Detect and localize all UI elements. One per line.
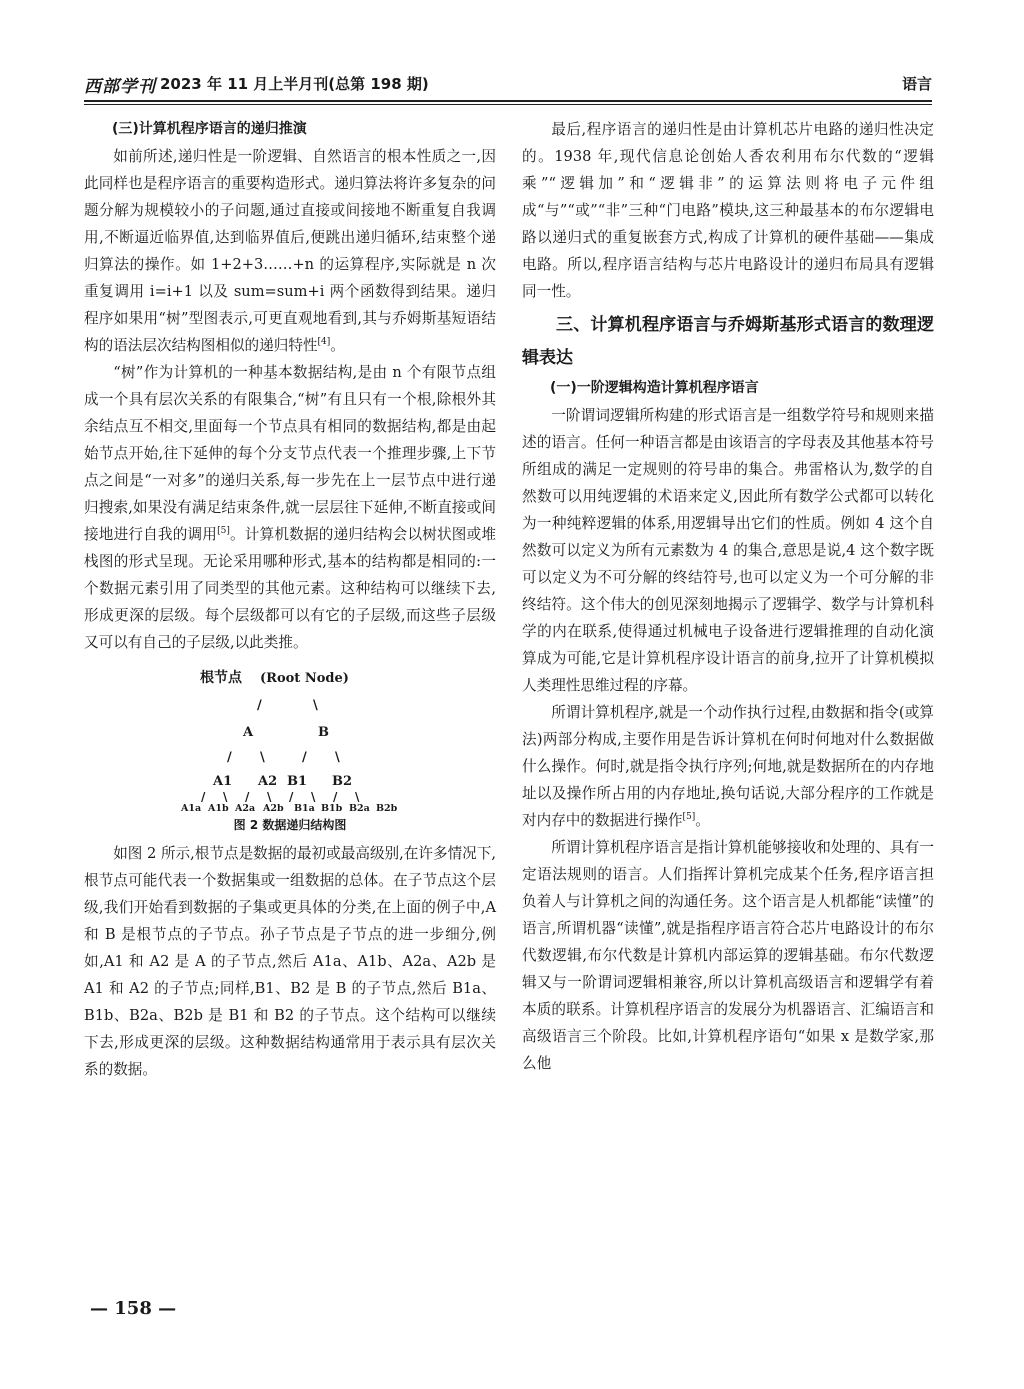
subsection-heading: (一)一阶逻辑构造计算机程序语言 <box>550 380 759 396</box>
leaf-row <box>84 798 496 816</box>
tree-node-a2a: A2a <box>235 803 256 814</box>
paragraph: “树”作为计算机的一种基本数据结构,是由 n 个有限节点组成一个具有层次关系的有限集合,“树”有且只有一个根,除根外其余结点互不相交,里面每一个节点具有相同的数据结构,都是由起始节点开始,往下延伸的每个分支节点代表一个推理步骤,上下节点之间是“一对多”的递归关系,每一步先在上一层节点中进行递归搜索,如果没有满足结束条件,就一层层往下延伸,不断直接或间接地进行自我的调用[5]。计算机数据的递归结构会以树状图或堆栈图的形式呈现。无论采用哪种形式,基本的结构都是相同的:一个数据元素引用了同类型的其他元素。这种结构可以继续下去,形成更深的层级。每个层级都可以有它的子层级,而这些子层级又可以有自己的子层级,以此类推。 <box>84 364 496 651</box>
figure-data-tree <box>84 662 496 838</box>
edge-label: \ <box>355 790 360 804</box>
tree-node-a: A <box>243 725 254 740</box>
paragraph: 一阶谓词逻辑所构建的形式语言是一组数学符号和规则来描述的语言。任何一种语言都是由该语言的字母表及其他基本符号所组成的满足一定规则的符号串的集合。弗雷格认为,数学的自然数可以用纯逻辑的术语来定义,因此所有数学公式都可以转化为一种纯粹逻辑的体系,用逻辑导出它们的性质。例如 4 这个自然数可以定义为所有元素数为 4 的集合,意思是说,4 这个数字既可以定义为不可分解的终结符号,也可以定义为一个可分解的非终结符。这个伟大的创见深刻地揭示了逻辑学、数学与计算机科学的内在联系,使得通过机械电子设备进行逻辑推理的自动化演算成为可能,它是计算机程序设计语言的前身,拉开了计算机模拟人类理性思维过程的序幕。 <box>522 407 934 694</box>
tree-diagram <box>84 662 496 812</box>
tree-node-b1a: B1a <box>294 803 315 814</box>
tree-node-b2: B2 <box>332 774 353 789</box>
edge-label: / <box>302 750 307 765</box>
header-rule <box>84 100 932 102</box>
citation: [5] <box>217 526 230 537</box>
right-column <box>522 116 934 1077</box>
paragraph: 如前所述,递归性是一阶逻辑、自然语言的根本性质之一,因此同样也是程序语言的重要构造形式。递归算法将许多复杂的问题分解为规模较小的子问题,通过直接或间接地不断重复自我调用,不断逼近临界值,达到临界值后,便跳出递归循环,结束整个递归算法的操作。如 1+2+3……+n 的运算程序,实际就是 n 次重复调用 i=i+1 以及 sum=sum+i 两个函数得到结果。递归程序如果用“树”型图表示,可更直观地看到,其与乔姆斯基短语结构的语法层次结构图相似的递归特性[4]。 <box>84 148 496 354</box>
page-number: — 158 — <box>90 1298 177 1319</box>
tree-node-b1: B1 <box>287 774 308 789</box>
issue-info: 2023 年 11 月上半月刊(总第 198 期) <box>160 75 429 93</box>
root-node-label: 根节点 <box>200 670 242 686</box>
citation: [4] <box>317 337 331 348</box>
edge-label: \ <box>223 790 228 804</box>
edge-label: \ <box>335 750 340 765</box>
paragraph: 最后,程序语言的递归性是由计算机芯片电路的递归性决定的。1938 年,现代信息论创始人香农利用布尔代数的“逻辑乘”“逻辑加”和“逻辑非”的运算法则将电子元件组成“与”“或”“非”三种“门电路”模块,这三种最基本的布尔逻辑电路以递归式的重复嵌套方式,构成了计算机的硬件基础——集成电路。所以,程序语言结构与芯片电路设计的递归布局具有逻辑同一性。 <box>522 121 934 300</box>
edge-label: / <box>245 790 250 804</box>
journal-logo: 西部学刊 <box>84 77 156 97</box>
root-node-en-label: (Root Node) <box>260 671 349 686</box>
edge-label: \ <box>313 698 318 713</box>
edge-label: / <box>333 790 338 804</box>
running-header <box>84 72 932 98</box>
citation: [5] <box>682 812 696 823</box>
paragraph: 如图 2 所示,根节点是数据的最初或最高级别,在许多情况下,根节点可能代表一个数据集或一组数据的总体。在子节点这个层级,我们开始看到数据的子集或更具体的分类,在上面的例子中,A 和 B 是根节点的子节点。孙子节点是子节点的进一步细分,例如,A1 和 A2 是 A 的子节点,然后 A1a、A1b、A2a、A2b 是 A1 和 A2 的子节点;同样,B1、B2 是 B 的子节点,然后 B1a、B1b、B2a、B2b 是 B1 和 B2 的子节点。这个结构可以继续下去,形成更深的层级。这种数据结构通常用于表示具有层次关系的数据。 <box>84 845 496 1078</box>
tree-node-b2b: B2b <box>376 803 398 814</box>
header-rule-thin <box>84 104 932 105</box>
edge-label: / <box>227 750 232 765</box>
subsection-heading: (三)计算机程序语言的递归推演 <box>112 121 307 137</box>
tree-node-a1: A1 <box>213 774 233 789</box>
paragraph: 所谓计算机程序,就是一个动作执行过程,由数据和指令(或算法)两部分构成,主要作用是告诉计算机在何时何地对什么数据做什么操作。何时,就是指令执行序列;何地,就是数据所在的内存地址以及操作所占用的内存地址,换句话说,大部分程序的工作就是对内存中的数据进行操作[5]。 <box>522 704 934 829</box>
tree-node-b: B <box>318 725 329 740</box>
tree-node-a2b: A2b <box>263 803 284 814</box>
edge-label: \ <box>267 790 272 804</box>
tree-node-a1b: A1b <box>208 803 229 814</box>
edge-label: \ <box>311 790 316 804</box>
section-heading: 三、计算机程序语言与乔姆斯基形式语言的数理逻辑表达 <box>522 315 934 368</box>
tree-node-a1a: A1a <box>181 803 202 814</box>
tree-node-b2a: B2a <box>349 803 370 814</box>
left-column <box>84 116 496 1083</box>
paragraph: 所谓计算机程序语言是指计算机能够接收和处理的、具有一定语法规则的语言。人们指挥计算机完成某个任务,程序语言担负着人与计算机之间的沟通任务。这个语言是人机都能“读懂”的语言,所谓机器“读懂”,就是指程序语言符合芯片电路设计的布尔代数逻辑,布尔代数是计算机内部运算的逻辑基础。布尔代数逻辑又与一阶谓词逻辑相兼容,所以计算机高级语言和逻辑学有着本质的联系。计算机程序语言的发展分为机器语言、汇编语言和高级语言三个阶段。比如,计算机程序语句“如果 x 是数学家,那么他 <box>522 839 934 1072</box>
tree-node-b1b: B1b <box>321 803 343 814</box>
edge-label: \ <box>260 750 265 765</box>
edge-label: / <box>201 790 206 804</box>
edge-label: / <box>257 698 262 713</box>
tree-node-a2: A2 <box>258 774 278 789</box>
edge-label: / <box>289 790 294 804</box>
section-name: 语言 <box>901 75 932 93</box>
figure-caption: 图 2 数据递归结构图 <box>233 818 347 832</box>
